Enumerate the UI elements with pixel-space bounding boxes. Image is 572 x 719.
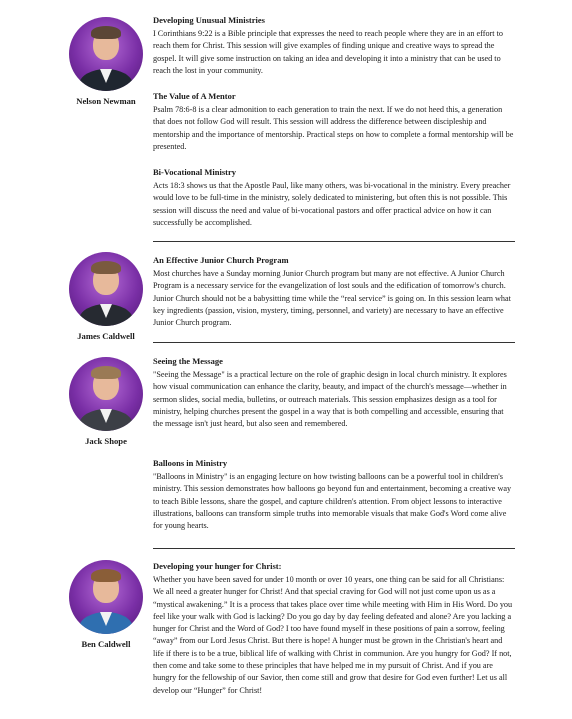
speaker-name: Jack Shope [85,436,127,446]
speaker-ben-caldwell [62,560,150,649]
session-title: The Value of A Mentor [153,91,236,101]
session-title: Seeing the Message [153,356,223,366]
session-balloons-in-ministry [153,458,515,532]
speaker-name: Ben Caldwell [81,639,131,649]
avatar [69,17,143,91]
session-developing-unusual-ministries [153,15,515,77]
session-seeing-the-message [153,356,515,430]
speaker-jack-shope [62,357,150,446]
session-description: I Corinthians 9:22 is a Bible principle that expresses the need to reach people where they are in an effort to reach them for Christ. This session will give examples of finding unique and creative ways to spread the gospel. It will give some instruction on taking an idea and developing it into a ministry that can be used to reach the lost in your community. [153,29,503,75]
session-title: An Effective Junior Church Program [153,255,289,265]
speaker-name: James Caldwell [77,331,135,341]
speaker-nelson-newman [62,17,150,106]
session-description: "Seeing the Message" is a practical lecture on the role of graphic design in local church ministry. It explores how visual communication can enhance the clarity, beauty, and impact of the church's message—whether in sermon slides, social media, bulletins, or outreach materials. This session emphasizes design as a tool for ministry, helping churches present the gospel in a way that is both compelling and accessible, ensuring that the message isn't just heard, but also seen and remembered. [153,370,507,429]
session-title: Bi-Vocational Ministry [153,167,237,177]
session-description: Whether you have been saved for under 10 month or over 10 years, one thing can be said for all Christians: We all need a greater hunger for Christ! And that special craving for God will not just come upon us as a “mystical awakening.” It is a process that takes place over time while meeting with Him in His Word. Do you feel like your walk with God is lacking? Do you go day by day feeling defeated and alone? Are you lacking a hunger for Christ and the Word of God? I too have found myself in these positions of pain a sorrow, feeling “away” from our Lord Jesus Christ. But there is hope! A hunger must be grown in the Christian's heart and life if there is to be a true, biblical life of walking with Christ in communion. Are you hungry for God? If not, then come and take some to these principles that have helped me in my pursuit of Christ. And if you are hungry for the fellowship of our Savior, then come still and grow that desire for God even further! Let us all develop our “Hunger” for Christ! [153,575,513,695]
session-title: Balloons in Ministry [153,458,228,468]
session-hunger-for-christ [153,561,515,697]
avatar [69,357,143,431]
session-bi-vocational-ministry [153,167,515,229]
session-description: Psalm 78:6-8 is a clear admonition to each generation to train the next. If we do not heed this, a generation that does not follow God will result. This session will address the difference between discipleship and mentorship and the importance of mentorship. Practical steps on how to complete a formal mentorship will be presented. [153,105,514,151]
speaker-james-caldwell [62,252,150,341]
session-title: Developing Unusual Ministries [153,15,265,25]
section-divider [153,241,515,242]
avatar [69,252,143,326]
session-value-of-a-mentor [153,91,515,153]
session-title: Developing your hunger for Christ: [153,561,282,571]
session-description: "Balloons in Ministry" is an engaging lecture on how twisting balloons can be a powerful tool in children's ministry. This session demonstrates how balloons go beyond fun and entertainment, becoming a creative way to teach Bible lessons, share the gospel, and capture children's attention. From object lessons to interactive illustrations, balloons can transform simple truths into memorable visuals that make God's Word come alive for young hearts. [153,472,512,531]
session-description: Acts 18:3 shows us that the Apostle Paul, like many others, was bi-vocational in the ministry. Every preacher would love to be full-time in the ministry, solely dedicated to ministering, but often this is not possible. This session will discuss the need and value of bi-vocational pastors and offer practical advice on how it can successfully be accomplished. [153,181,511,227]
avatar [69,560,143,634]
section-divider [153,548,515,549]
section-divider [153,342,515,343]
session-junior-church-program [153,255,515,329]
session-description: Most churches have a Sunday morning Junior Church program but many are not effective. A Junior Church Program is a necessary service for the evangelization of lost souls and the edification of tomorrow's church. Junior Church should not be a babysitting time while the “real service” is going on. In this session learn what key ingredients (passion, vision, mystery, timing, personnel, and variety) are necessary to have an effective Junior Church program. [153,269,511,328]
speaker-name: Nelson Newman [76,96,136,106]
